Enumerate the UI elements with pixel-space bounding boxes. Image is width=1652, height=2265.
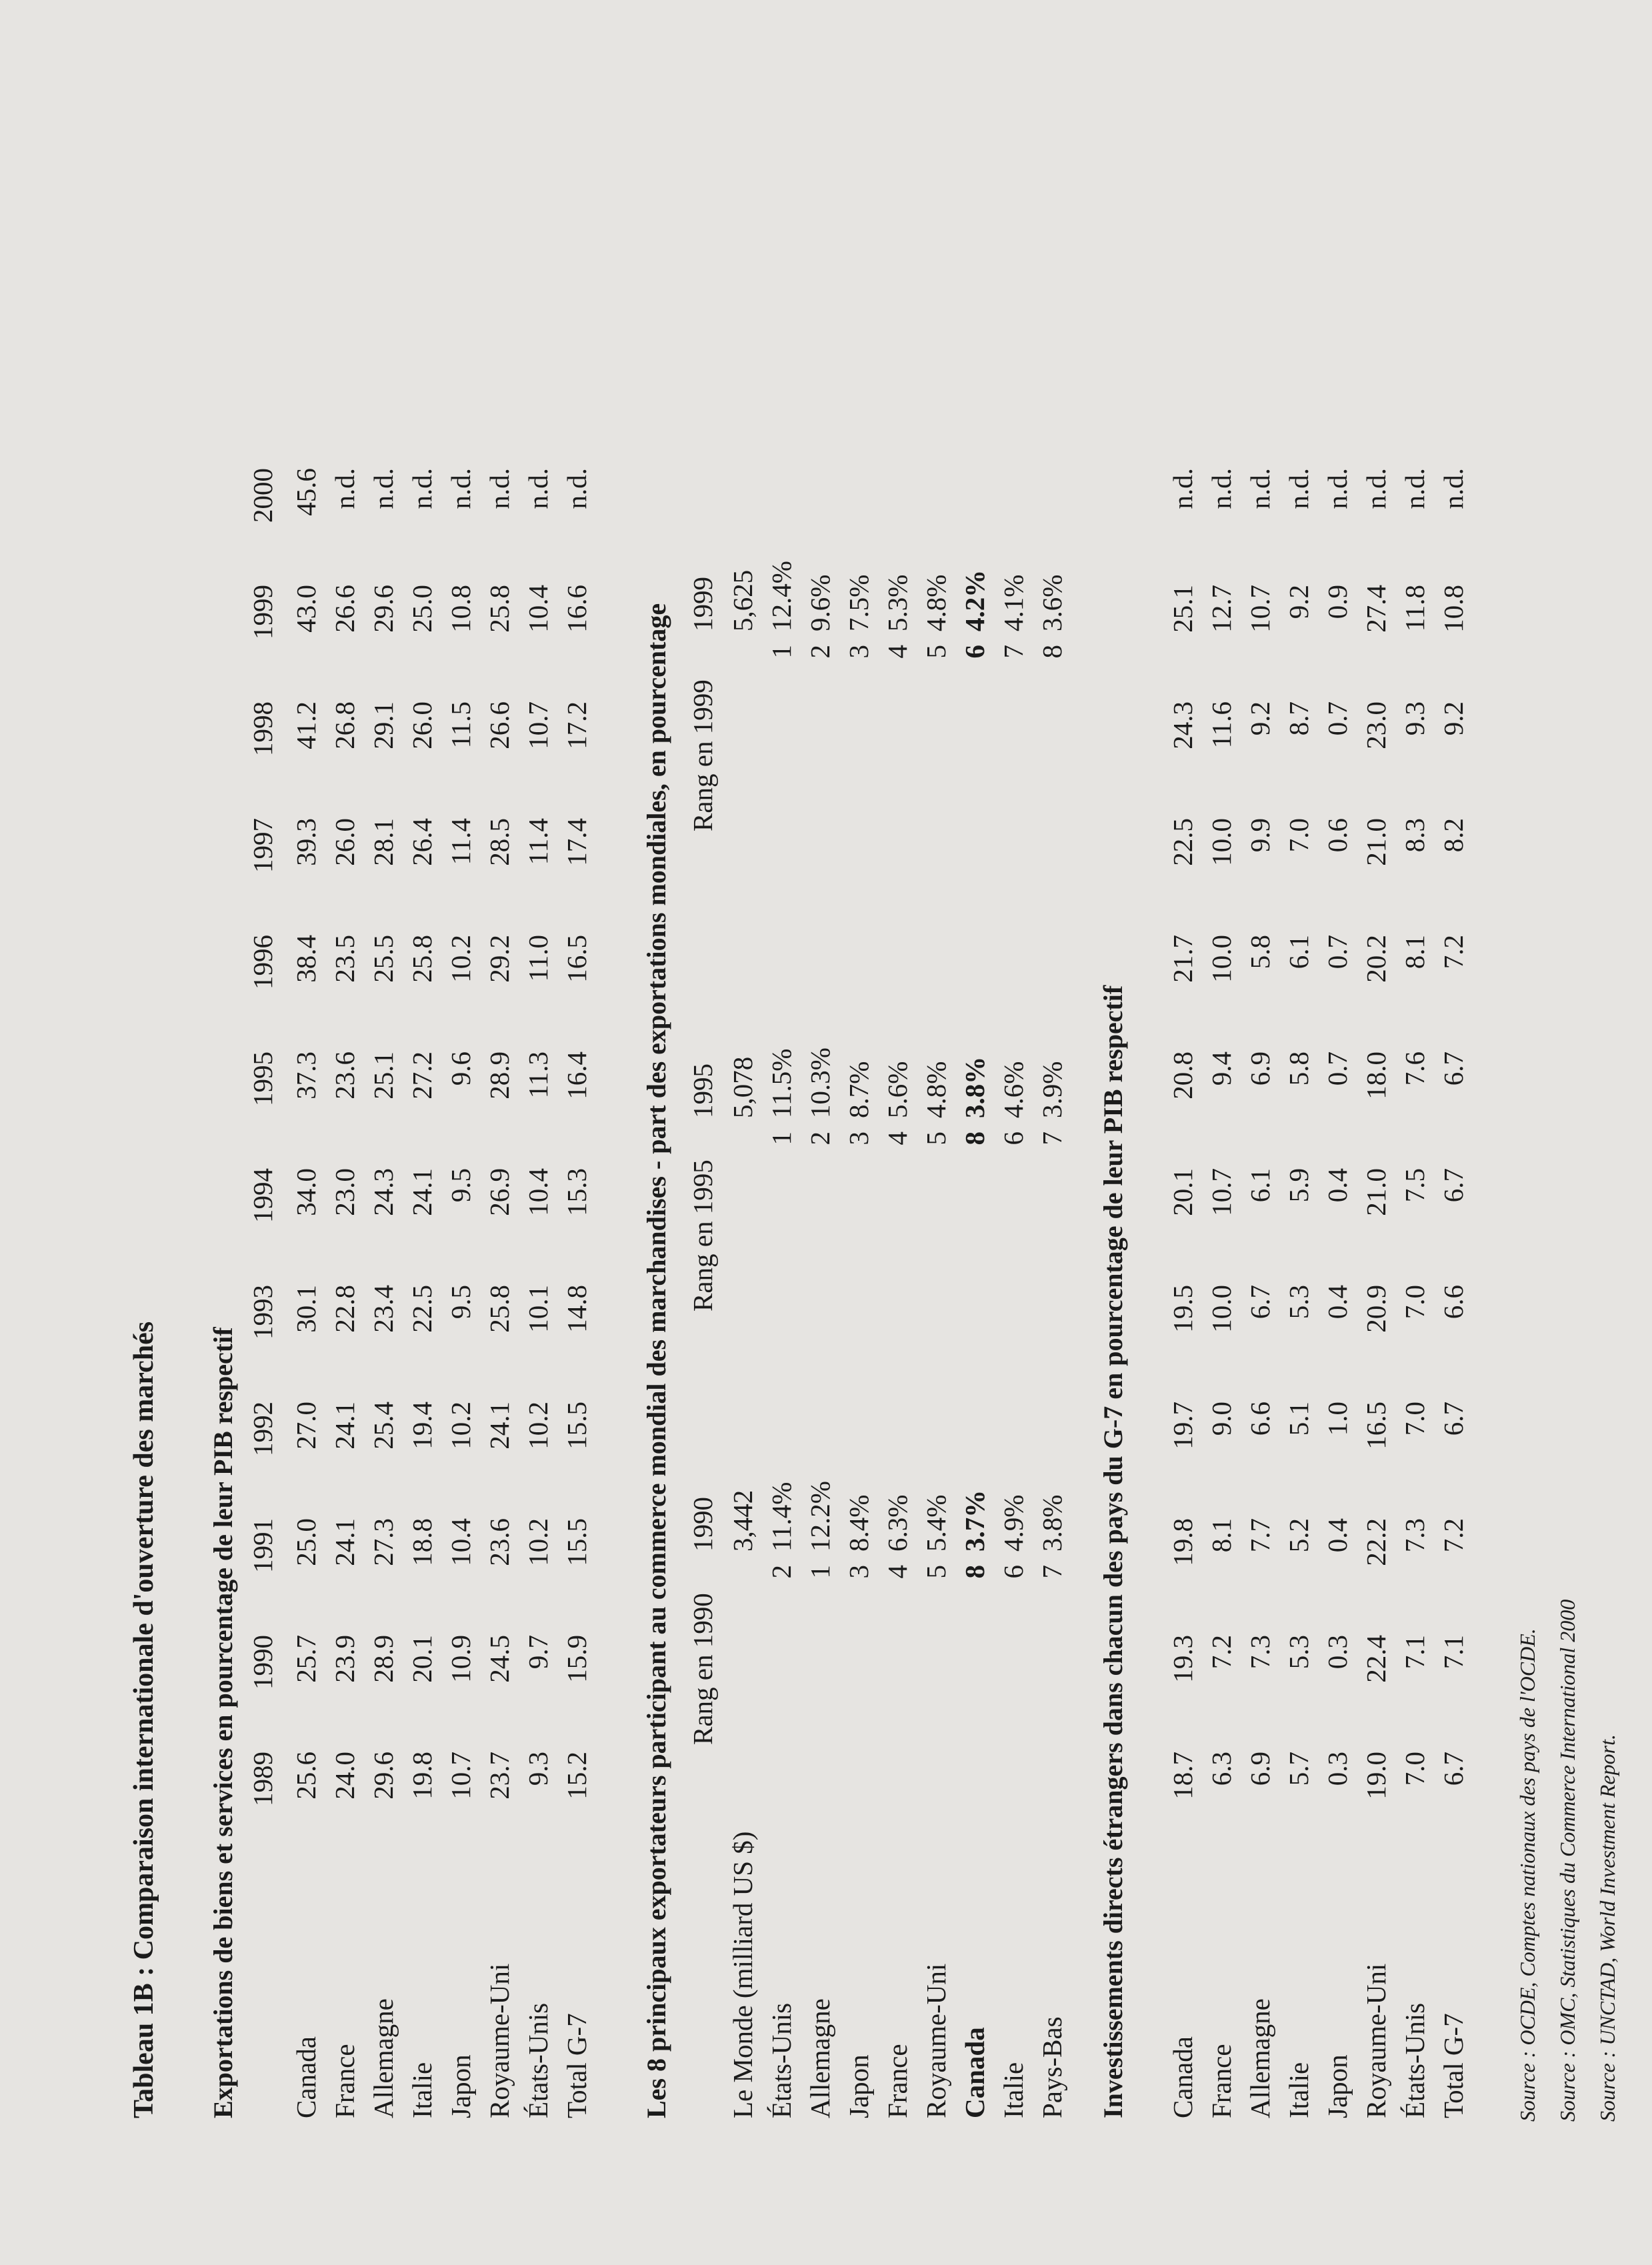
table-cell: 11.6 <box>1206 701 1237 749</box>
row-label: Canada <box>1167 2036 1198 2118</box>
rank-cell: 2 <box>766 1565 797 1579</box>
year-header: 1991 <box>247 1518 278 1573</box>
table-cell: 18.7 <box>1167 1752 1198 1800</box>
year-header: 1994 <box>247 1168 278 1223</box>
rank-cell: 1 <box>766 645 797 659</box>
table-cell: 21.0 <box>1361 1168 1391 1216</box>
table-cell: 5.3 <box>1283 1285 1314 1320</box>
table-cell: 4.1% <box>998 574 1029 631</box>
table-cell: n.d. <box>1322 468 1353 509</box>
table-cell: 7.2 <box>1438 935 1469 969</box>
table-cell: 23.0 <box>1361 701 1391 749</box>
table-cell: 26.9 <box>484 1168 515 1216</box>
row-label: Canada <box>959 2027 990 2118</box>
table-cell: 37.3 <box>291 1051 321 1099</box>
table-cell: 9.3 <box>523 1752 553 1786</box>
table-cell: 10.3% <box>805 1047 835 1118</box>
row-label: Allemagne <box>1245 1998 1275 2118</box>
table-cell: 9.6 <box>445 1051 476 1086</box>
table-cell: 0.4 <box>1322 1168 1353 1203</box>
table-cell: 9.2 <box>1283 585 1314 619</box>
year-header: 1996 <box>247 935 278 989</box>
table-cell: 11.4 <box>523 818 553 865</box>
table-cell: 25.8 <box>484 1285 515 1333</box>
table-cell: 6.7 <box>1438 1402 1469 1436</box>
table-cell: 39.3 <box>291 818 321 866</box>
table-cell: 20.1 <box>407 1635 437 1683</box>
row-label: États-Unis <box>766 2002 797 2118</box>
table-cell: n.d. <box>329 468 360 509</box>
table-cell: 28.1 <box>368 818 399 866</box>
table-cell: 21.0 <box>1361 818 1391 866</box>
table-cell: 25.7 <box>291 1635 321 1683</box>
table-cell: 5.8 <box>1283 1051 1314 1086</box>
table-cell: 11.5 <box>445 701 476 749</box>
table-cell: 22.8 <box>329 1285 360 1333</box>
table-cell: 3.8% <box>959 1056 990 1118</box>
row-label: Allemagne <box>368 1998 399 2118</box>
row-label: Italie <box>1283 2062 1314 2118</box>
table-cell: 26.0 <box>329 818 360 866</box>
table-cell: 43.0 <box>291 585 321 633</box>
table-cell: 19.7 <box>1167 1402 1198 1450</box>
table-cell: 6.7 <box>1438 1168 1469 1203</box>
column-header: Rang en 1999 <box>687 679 718 831</box>
table-cell: 7.0 <box>1399 1402 1430 1436</box>
table-cell: n.d. <box>368 468 399 509</box>
table-cell: 9.2 <box>1438 701 1469 736</box>
table-cell: 10.2 <box>523 1518 553 1566</box>
table-cell: 8.7 <box>1283 701 1314 736</box>
table-cell: 11.8 <box>1399 585 1430 632</box>
row-label: Royaume-Uni <box>484 1963 515 2118</box>
table-cell: 0.7 <box>1322 701 1353 736</box>
row-label: France <box>1206 2044 1237 2118</box>
table-cell: 25.4 <box>368 1402 399 1450</box>
table-cell: 9.9 <box>1245 818 1275 853</box>
table-cell: n.d. <box>445 468 476 509</box>
table-cell: 23.6 <box>484 1518 515 1566</box>
row-label: France <box>882 2044 913 2118</box>
table-cell: 7.7 <box>1245 1518 1275 1553</box>
table-cell: 10.8 <box>445 585 476 633</box>
table-cell: 28.5 <box>484 818 515 866</box>
table-cell: 5.3 <box>1283 1635 1314 1670</box>
table-cell: 3.6% <box>1037 574 1067 631</box>
rank-cell: 7 <box>998 645 1029 659</box>
rank-cell: 4 <box>882 1131 913 1146</box>
table-cell: 25.8 <box>407 935 437 983</box>
table-cell: 28.9 <box>484 1051 515 1099</box>
table-cell: 6.7 <box>1438 1051 1469 1086</box>
table-cell: 5.6% <box>882 1061 913 1118</box>
table-cell: n.d. <box>1399 468 1430 509</box>
row-label: Total G-7 <box>561 2013 592 2118</box>
table-cell: 16.5 <box>1361 1402 1391 1450</box>
table-cell: 25.8 <box>484 585 515 633</box>
year-header: 1993 <box>247 1285 278 1340</box>
table-cell: 0.4 <box>1322 1285 1353 1320</box>
table-cell: n.d. <box>523 468 553 509</box>
rank-cell: 3 <box>843 645 874 659</box>
table-cell: 19.8 <box>1167 1518 1198 1566</box>
table-cell: 24.1 <box>484 1402 515 1450</box>
section3-title: Investissements directs étrangers dans chacun des pays du G-7 en pourcentage de leur PIB respectif <box>1098 985 1128 2118</box>
table-cell: 10.0 <box>1206 1285 1237 1333</box>
table-cell: 23.7 <box>484 1752 515 1800</box>
table-cell: 15.2 <box>561 1752 592 1800</box>
rank-cell: 8 <box>1037 645 1067 659</box>
table-cell: 20.9 <box>1361 1285 1391 1333</box>
table-cell: 15.5 <box>561 1518 592 1566</box>
table-cell: 28.9 <box>368 1635 399 1683</box>
source-line-3: Source : UNCTAD, World Investment Report. <box>1595 1734 1619 2122</box>
source-line-2: Source : OMC, Statistiques du Commerce International 2000 <box>1555 1599 1579 2122</box>
table-cell: 23.4 <box>368 1285 399 1333</box>
rank-cell: 1 <box>805 1565 835 1579</box>
table-cell: 10.7 <box>523 701 553 749</box>
table-cell: 10.7 <box>445 1752 476 1800</box>
year-header: 1998 <box>247 701 278 756</box>
rank-cell: 6 <box>998 1131 1029 1146</box>
rank-cell: 7 <box>1037 1565 1067 1579</box>
table-cell: 26.4 <box>407 818 437 866</box>
table-cell: 11.5% <box>766 1048 797 1118</box>
table-cell: n.d. <box>561 468 592 509</box>
table-cell: 10.7 <box>1245 585 1275 633</box>
row-label: Le Monde (milliard US $) <box>727 1831 758 2118</box>
table-cell: 6.6 <box>1438 1285 1469 1320</box>
table-cell: 0.7 <box>1322 1051 1353 1086</box>
table-cell: 23.5 <box>329 935 360 983</box>
table-cell: 27.3 <box>368 1518 399 1566</box>
table-cell: 18.8 <box>407 1518 437 1566</box>
column-header: 1999 <box>687 577 718 631</box>
rank-cell: 2 <box>805 645 835 659</box>
table-cell: 0.3 <box>1322 1752 1353 1786</box>
table-cell: 7.0 <box>1283 818 1314 853</box>
table-cell: 10.2 <box>523 1402 553 1450</box>
row-label: Royaume-Uni <box>1361 1963 1391 2118</box>
table-cell: 30.1 <box>291 1285 321 1333</box>
table-cell: 19.8 <box>407 1752 437 1800</box>
table-cell: n.d. <box>1438 468 1469 509</box>
rank-cell: 5 <box>921 645 951 659</box>
table-cell: 25.0 <box>407 585 437 633</box>
column-header: 1995 <box>687 1063 718 1118</box>
table-cell: 6.3 <box>1206 1752 1237 1786</box>
table-cell: 6.7 <box>1438 1752 1469 1786</box>
table-cell: 25.1 <box>1167 585 1198 633</box>
table-cell: 4.6% <box>998 1061 1029 1118</box>
year-header: 1990 <box>247 1635 278 1690</box>
table-cell: 25.1 <box>368 1051 399 1099</box>
table-cell: 8.4% <box>843 1494 874 1552</box>
rank-cell: 8 <box>959 1131 990 1146</box>
rank-cell: 7 <box>1037 1131 1067 1146</box>
table-cell: 16.6 <box>561 585 592 633</box>
table-cell: 7.1 <box>1399 1635 1430 1670</box>
row-label: Pays-Bas <box>1037 2016 1067 2118</box>
table-cell: 6.9 <box>1245 1051 1275 1086</box>
row-label: Royaume-Uni <box>921 1963 951 2118</box>
table-cell: 9.7 <box>523 1635 553 1670</box>
table-cell: 12.7 <box>1206 585 1237 633</box>
row-label: États-Unis <box>523 2002 553 2118</box>
table-cell: 41.2 <box>291 701 321 749</box>
table-cell: 10.0 <box>1206 818 1237 866</box>
rank-cell: 6 <box>998 1565 1029 1579</box>
table-cell: 6.1 <box>1245 1168 1275 1203</box>
rank-cell: 4 <box>882 1565 913 1579</box>
table-cell: 8.2 <box>1438 818 1469 853</box>
table-cell: 5,625 <box>727 569 758 631</box>
table-cell: 17.4 <box>561 818 592 866</box>
table-cell: 10.1 <box>523 1285 553 1333</box>
table-cell: n.d. <box>1167 468 1198 509</box>
table-cell: 6.9 <box>1245 1752 1275 1786</box>
table-cell: 5.3% <box>882 574 913 631</box>
table-cell: 5.1 <box>1283 1402 1314 1436</box>
table-cell: n.d. <box>1245 468 1275 509</box>
table-cell: 6.7 <box>1245 1285 1275 1320</box>
table-cell: 10.0 <box>1206 935 1237 983</box>
table-cell: 15.9 <box>561 1635 592 1683</box>
table-cell: 5.4% <box>921 1494 951 1552</box>
table-cell: 0.3 <box>1322 1635 1353 1670</box>
table-cell: 19.3 <box>1167 1635 1198 1683</box>
table-cell: n.d. <box>484 468 515 509</box>
table-cell: 11.4 <box>445 818 476 865</box>
table-cell: n.d. <box>1361 468 1391 509</box>
table-cell: 34.0 <box>291 1168 321 1216</box>
table-cell: n.d. <box>1283 468 1314 509</box>
rank-cell: 2 <box>805 1131 835 1146</box>
table-cell: 6.3% <box>882 1494 913 1552</box>
table-cell: 18.0 <box>1361 1051 1391 1099</box>
row-label: Total G-7 <box>1438 2013 1469 2118</box>
table-cell: 5.9 <box>1283 1168 1314 1203</box>
year-header: 1999 <box>247 585 278 639</box>
table-cell: 24.3 <box>1167 701 1198 749</box>
row-label: Italie <box>407 2062 437 2118</box>
table-cell: 4.2% <box>959 569 990 631</box>
table-cell: 12.4% <box>766 561 797 631</box>
table-cell: 12.2% <box>805 1481 835 1552</box>
table-cell: 0.6 <box>1322 818 1353 853</box>
table-cell: n.d. <box>1206 468 1237 509</box>
table-cell: 0.9 <box>1322 585 1353 619</box>
table-cell: 10.4 <box>523 585 553 633</box>
table-cell: 5,078 <box>727 1056 758 1118</box>
section2-title: Les 8 principaux exportateurs participant au commerce mondial des marchandises - part des exportations mondiales, en pourcentage <box>641 603 671 2118</box>
table-cell: 6.6 <box>1245 1402 1275 1436</box>
table-cell: 7.0 <box>1399 1285 1430 1320</box>
year-header: 1997 <box>247 818 278 873</box>
table-cell: 16.5 <box>561 935 592 983</box>
table-cell: 29.1 <box>368 701 399 749</box>
rank-cell: 3 <box>843 1131 874 1146</box>
column-header: 1990 <box>687 1497 718 1552</box>
table-cell: 4.9% <box>998 1494 1029 1552</box>
table-cell: n.d. <box>407 468 437 509</box>
table-cell: 15.3 <box>561 1168 592 1216</box>
row-label: Allemagne <box>805 1998 835 2118</box>
table-cell: 8.7% <box>843 1061 874 1118</box>
table-cell: 16.4 <box>561 1051 592 1099</box>
table-cell: 3,442 <box>727 1490 758 1552</box>
table-cell: 7.6 <box>1399 1051 1430 1086</box>
row-label: Canada <box>291 2036 321 2118</box>
rank-cell: 8 <box>959 1565 990 1579</box>
table-cell: 7.5 <box>1399 1168 1430 1203</box>
table-cell: 19.0 <box>1361 1752 1391 1800</box>
table-cell: 9.3 <box>1399 701 1430 736</box>
year-header: 1995 <box>247 1051 278 1106</box>
year-header: 1989 <box>247 1752 278 1806</box>
table-cell: 9.0 <box>1206 1402 1237 1436</box>
table-cell: 19.4 <box>407 1402 437 1450</box>
table-cell: 27.2 <box>407 1051 437 1099</box>
row-label: France <box>329 2044 360 2118</box>
table-cell: 10.4 <box>523 1168 553 1216</box>
table-cell: 29.6 <box>368 1752 399 1800</box>
table-cell: 24.1 <box>329 1402 360 1450</box>
row-label: Japon <box>445 2054 476 2118</box>
table-cell: 26.8 <box>329 701 360 749</box>
table-cell: 3.7% <box>959 1490 990 1552</box>
row-label: Japon <box>843 2054 874 2118</box>
table-cell: 5.8 <box>1245 935 1275 969</box>
table-cell: 20.1 <box>1167 1168 1198 1216</box>
year-header: 2000 <box>247 468 278 523</box>
table-cell: 3.8% <box>1037 1494 1067 1552</box>
year-header: 1992 <box>247 1402 278 1456</box>
column-header: Rang en 1995 <box>687 1160 718 1312</box>
table-cell: 10.4 <box>445 1518 476 1566</box>
table-cell: 7.5% <box>843 574 874 631</box>
rank-cell: 6 <box>959 645 990 659</box>
table-cell: 26.0 <box>407 701 437 749</box>
table-cell: 15.5 <box>561 1402 592 1450</box>
table-cell: 10.2 <box>445 935 476 983</box>
table-cell: 22.4 <box>1361 1635 1391 1683</box>
table-cell: 27.4 <box>1361 585 1391 633</box>
table-cell: 29.2 <box>484 935 515 983</box>
row-label: Italie <box>998 2062 1029 2118</box>
table-cell: 7.2 <box>1438 1518 1469 1553</box>
table-cell: 9.4 <box>1206 1051 1237 1086</box>
table-cell: 23.9 <box>329 1635 360 1683</box>
table-cell: 22.5 <box>407 1285 437 1333</box>
table-cell: 24.5 <box>484 1635 515 1683</box>
table-cell: 26.6 <box>329 585 360 633</box>
table-cell: 1.0 <box>1322 1402 1353 1436</box>
table-cell: 22.2 <box>1361 1518 1391 1566</box>
rank-cell: 5 <box>921 1565 951 1579</box>
table-cell: 10.8 <box>1438 585 1469 633</box>
rank-cell: 1 <box>766 1131 797 1146</box>
source-line-1: Source : OCDE, Comptes nationaux des pays de l'OCDE. <box>1515 1628 1539 2122</box>
table-cell: 4.8% <box>921 574 951 631</box>
table-cell: 9.5 <box>445 1168 476 1203</box>
rank-cell: 4 <box>882 645 913 659</box>
table-cell: 26.6 <box>484 701 515 749</box>
table-cell: 8.1 <box>1206 1518 1237 1553</box>
table-cell: 21.7 <box>1167 935 1198 983</box>
table-cell: 23.0 <box>329 1168 360 1216</box>
table-cell: 25.6 <box>291 1752 321 1800</box>
table-cell: 20.2 <box>1361 935 1391 983</box>
table-cell: 17.2 <box>561 701 592 749</box>
table-cell: 23.6 <box>329 1051 360 1099</box>
table-cell: 0.4 <box>1322 1518 1353 1553</box>
column-header: Rang en 1990 <box>687 1593 718 1745</box>
table-cell: 25.5 <box>368 935 399 983</box>
table-cell: 11.0 <box>523 935 553 982</box>
table-cell: 22.5 <box>1167 818 1198 866</box>
table-cell: 4.8% <box>921 1061 951 1118</box>
row-label: Japon <box>1322 2054 1353 2118</box>
table-cell: 10.7 <box>1206 1168 1237 1216</box>
table-cell: 24.3 <box>368 1168 399 1216</box>
table-cell: 24.1 <box>407 1168 437 1216</box>
table-cell: 19.5 <box>1167 1285 1198 1333</box>
table-cell: 5.7 <box>1283 1752 1314 1786</box>
table-cell: 27.0 <box>291 1402 321 1450</box>
table-cell: 9.6% <box>805 574 835 631</box>
table-cell: 7.3 <box>1245 1635 1275 1670</box>
rank-cell: 5 <box>921 1131 951 1146</box>
table-cell: 10.9 <box>445 1635 476 1683</box>
row-label: États-Unis <box>1399 2002 1430 2118</box>
table-cell: 3.9% <box>1037 1061 1067 1118</box>
table-cell: 8.3 <box>1399 818 1430 853</box>
table-cell: 24.0 <box>329 1752 360 1800</box>
table-cell: 9.5 <box>445 1285 476 1320</box>
table-cell: 6.1 <box>1283 935 1314 969</box>
table-cell: 14.8 <box>561 1285 592 1333</box>
table-cell: 7.2 <box>1206 1635 1237 1670</box>
table-cell: 10.2 <box>445 1402 476 1450</box>
table-title: Tableau 1B : Comparaison internationale d'ouverture des marchés <box>129 1321 159 2118</box>
table-cell: 7.1 <box>1438 1635 1469 1670</box>
table-cell: 11.4% <box>766 1482 797 1552</box>
table-cell: 45.6 <box>291 468 321 516</box>
table-cell: 29.6 <box>368 585 399 633</box>
table-cell: 20.8 <box>1167 1051 1198 1099</box>
table-cell: 7.0 <box>1399 1752 1430 1786</box>
table-cell: 9.2 <box>1245 701 1275 736</box>
table-cell: 24.1 <box>329 1518 360 1566</box>
section1-title: Exportations de biens et services en pourcentage de leur PIB respectif <box>208 1327 238 2118</box>
table-cell: 5.2 <box>1283 1518 1314 1553</box>
rank-cell: 3 <box>843 1565 874 1579</box>
table-cell: 8.1 <box>1399 935 1430 969</box>
table-cell: 25.0 <box>291 1518 321 1566</box>
table-cell: 11.3 <box>523 1051 553 1099</box>
table-cell: 7.3 <box>1399 1518 1430 1553</box>
table-cell: 0.7 <box>1322 935 1353 969</box>
table-cell: 38.4 <box>291 935 321 983</box>
